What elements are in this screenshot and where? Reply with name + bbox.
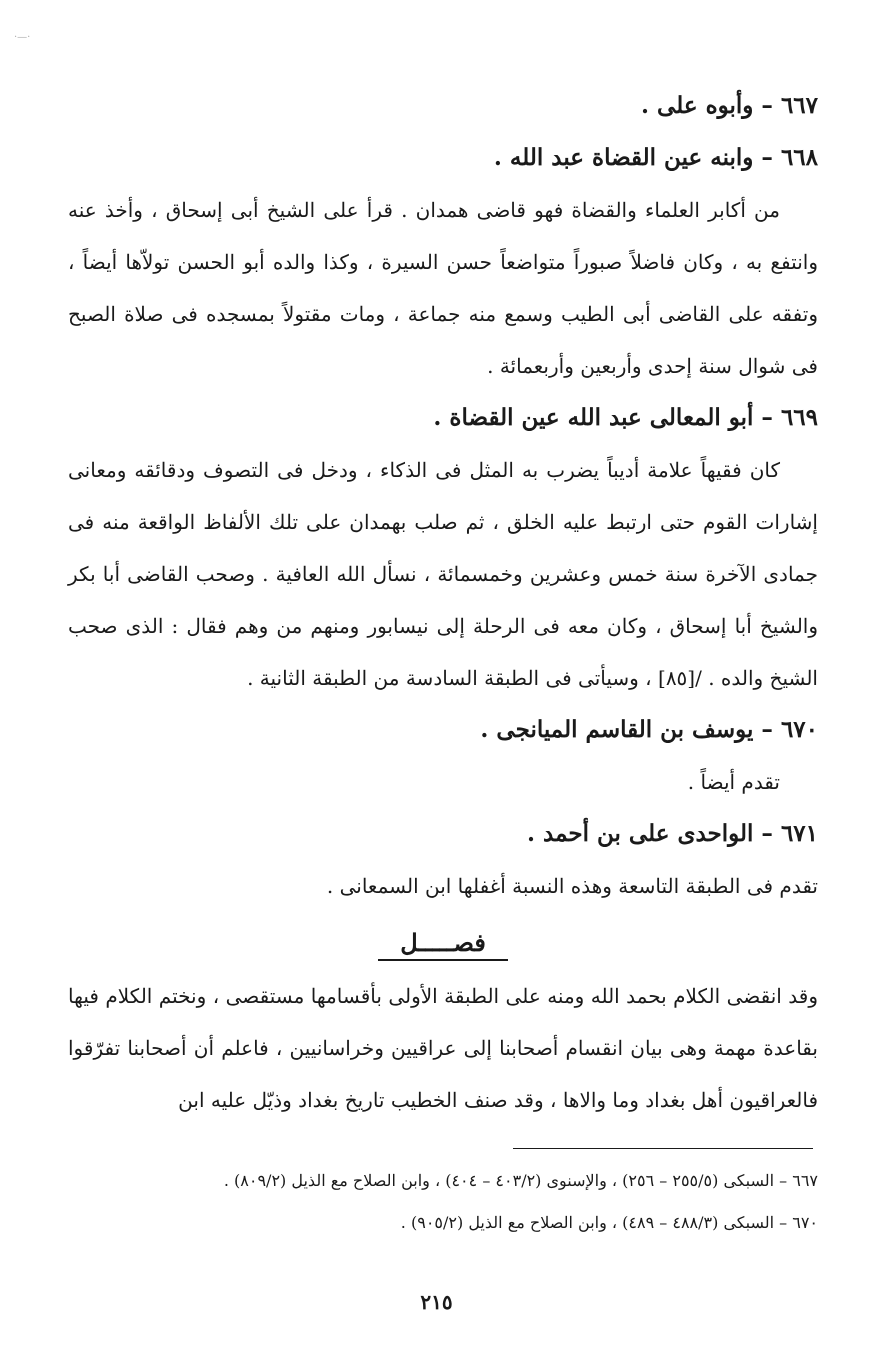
section-title (68, 916, 818, 970)
entry-heading-668: ٦٦٨ – وابنه عين القضاة عبد الله . (493, 144, 818, 171)
entry-heading-669: ٦٦٩ – أبو المعالى عبد الله عين القضاة . (433, 404, 818, 431)
footnote-667: ٦٦٧ – السبكى (٢٥٥/٥ – ٢٥٦) ، والإسنوى (٤٠٣/٢ – ٤٠٤) ، وابن الصلاح مع الذيل (٨٠٩/٢) . (223, 1171, 818, 1190)
footnotes (68, 1160, 818, 1244)
section-body: وقد انقضى الكلام بحمد الله ومنه على الطبقة الأولى بأقسامها مستقصى ، ونختم الكلام فيها بقاعدة مهمة وهى بيان انقسام أصحابنا إلى عراقيين وخراسانيين ، فاعلم أن أصحابنا تفرّقوا فالعراقيون أهل بغداد وما والاها ، وقد صنف الخطيب تاريخ بغداد وذيّل عليه ابن (68, 984, 818, 1112)
footnote-670: ٦٧٠ – السبكى (٤٨٨/٣ – ٤٨٩) ، وابن الصلاح مع الذيل (٩٠٥/٢) . (400, 1213, 818, 1232)
entry-heading-670: ٦٧٠ – يوسف بن القاسم الميانجى . (480, 716, 818, 743)
entry-body-671: تقدم فى الطبقة التاسعة وهذه النسبة أغفلها ابن السمعانى . (326, 874, 818, 898)
footnote-divider (513, 1148, 813, 1149)
page-number: ٢١٥ (420, 1290, 453, 1314)
entry-body-670: تقدم أيضاً . (687, 770, 780, 794)
section-title-text: فصـــــل (378, 928, 508, 961)
scan-corner-mark: ·—· (14, 32, 31, 43)
entry-heading-667: ٦٦٧ – وأبوه على . (641, 92, 818, 119)
entry-body-668: من أكابر العلماء والقضاة فهو قاضى همدان . قرأ على الشيخ أبى إسحاق ، وأخذ عنه وانتفع به ، وكان فاضلاً صبوراً متواضعاً حسن السيرة ، وكذا والده أبو الحسن تولاّها أيضاً ، وتفقه على القاضى أبى الطيب وسمع منه جماعة ، ومات مقتولاً بمسجده فى صلاة الصبح فى شوال سنة إحدى وأربعين وأربعمائة . (68, 198, 818, 378)
main-text (68, 80, 818, 1126)
entry-heading-671: ٦٧١ – الواحدى على بن أحمد . (527, 820, 818, 847)
entry-body-669: كان فقيهاً علامة أديباً يضرب به المثل فى الذكاء ، ودخل فى التصوف ودقائقه ومعانى إشارات القوم حتى ارتبط عليه الخلق ، ثم صلب بهمدان على تلك الألفاظ الواقعة منه فى جمادى الآخرة سنة خمس وعشرين وخمسمائة ، نسأل الله العافية . وصحب القاضى أبا بكر والشيخ أبا إسحاق ، وكان معه فى الرحلة إلى نيسابور ومنهم من وهم فقال : الذى صحب الشيخ والده . /[٨٥] ، وسيأتى فى الطبقة السادسة من الطبقة الثانية . (68, 458, 818, 690)
